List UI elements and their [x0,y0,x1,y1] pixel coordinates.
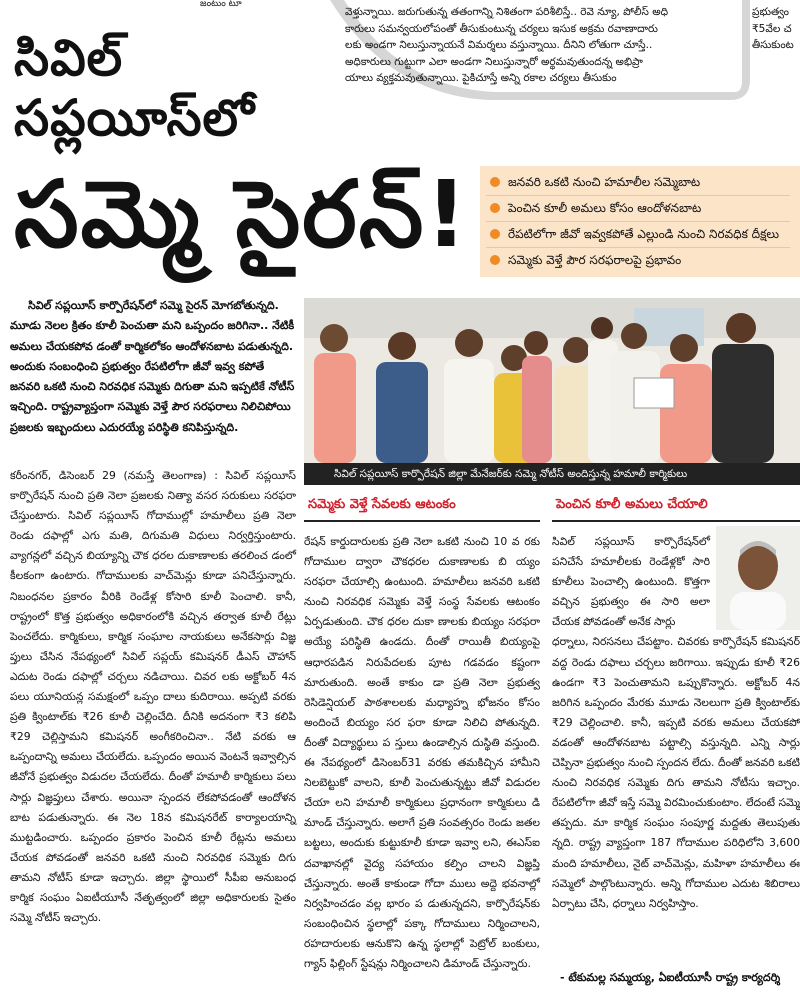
orange-bullet-icon [490,229,500,239]
intro-text: సివిల్ సప్లయీస్ కార్పొరేషన్‌లో సమ్మె సైరన్ మోగబోతున్నది. మూడు నెలల క్రితం కూలీ పెంచుతా మని ఒప్పందం జరిగినా.. నేటికీ అమలు చేయకపోవ డంతో కార్మికలోకం ఆందోళనబాట పడుతున్నది. అందుకు సంబంధించి ప్రభుత్వం రేపటిలోగా జీవో ఇవ్వ కపోతే జనవరి ఒకటి నుంచి నిరవధిక సమ్మెకు దిగుతా మని ఇప్పటికే నోటీస్ ఇచ్చింది. రాష్ట్రవ్యాప్తంగా సమ్మెకు వెళ్తే పౌర సరఫరాలు నిలిచిపోయి ప్రజలకు ఇబ్బందులు ఎదురయ్యే పరిస్థితి కనిపిస్తున్నది. [10,299,295,434]
article-intro [10,296,296,438]
section-heading-services: సమ్మెకు వెళ్తే సేవలకు ఆటంకం [308,497,456,512]
previous-article-line: అధికారులు గుట్టుగా ఎలా అండగా నిలుస్తున్నారో అర్థమవుతుందన్న అభిప్రా [345,55,643,68]
adjacent-article-line: ప్రభుత్వం [752,6,789,18]
orange-bullet-icon [490,255,500,265]
previous-article-line: కారులు సమన్వయలోపంతో తీసుకుంటున్న చర్యలు ఇసుక అక్రమ రవాణాదారు [345,22,658,35]
dropcap-space [10,296,28,314]
headline-line-2: సప్లయీస్‌లో [14,89,255,147]
photo-caption: సివిల్ సప్లయీస్ కార్పొరేషన్ జిల్లా మేనేజర్‌కు సమ్మె నోటీస్ అందిస్తున్న హమాలీ కార్మికులు [304,463,800,485]
quote-lead: సివిల్ సప్లయీస్ కార్పొరేషన్‌లో పనిచేసే హమాలీలకు రెండేళ్లకో సారి కూలీలు పెంచాల్సి ఉంటుంది. కొత్తగా వచ్చిన ప్రభుత్వం ఈ సారి అలా చేయక పోవడంతో అనేక సార్లు [552,535,710,629]
highlight-text: సమ్మెకు వెళ్తే పౌర సరఫరాలపై ప్రభావం [508,253,682,267]
highlight-text: జనవరి ఒకటి నుంచి హమాలీల సమ్మెబాట [508,175,701,189]
highlight-item [486,248,790,273]
highlight-item [486,170,790,196]
quote-signature: - టేకుమల్ల సమ్మయ్య, ఏఐటీయూసీ రాష్ట్ర కార్యదర్శి [560,971,781,984]
section-divider [304,520,540,522]
previous-article-fragment: జంటుం టూ [200,0,242,8]
article-body-column-1: కరీంనగర్, డిసెంబర్ 29 (నమస్తే తెలంగాణ) : సివిల్ సప్లయీస్ కార్పొరేషన్ నుంచి ప్రతి నెలా ప్రజలకు నిత్యా వసర సరుకులు సరఫరా చేస్తుంటారు. సివిల్ సప్లయీస్ గోదాముల్లో హమాలీలు ప్రతి నెలా రెండు దఫాల్లో ఎగు మతి, దిగుమతి విధులు నిర్వర్తిస్తుంటారు. వ్యాగన్లలో వచ్చిన బియ్యాన్ని చౌక ధరల దుకాణాలకు తరలించ డంలో కీలకంగా ఉంటారు. గోదాములకు వాచ్‌మెన్లు కూడా పనిచేస్తున్నారు. నిబంధనల ప్రకారం వీరికి రెండేళ్ల కోసారి కూలీ పెంచాలి. కానీ, రాష్ట్రంలో కొత్త ప్రభుత్వం అధికారంలోకి వచ్చిన తర్వాత కూలీ రేట్లు పెంచలేదు. కార్మికులు, కార్మిక సంఘాల నాయకులు అనేకసార్లు విజ్ఞ ప్తులు చేసిన నేపథ్యంలో సివిల్ సప్లయ్ కమిషనర్ డీఎస్ చౌహాన్ ఎదుట రెండు దఫాల్లో చర్చలు నడిచాయి. చివర లకు అక్టోబర్ 4న పలు యూనియన్ల సమక్షంలో ఒప్పం దాలు కుదిరాయి. అప్పటి వరకు ప్రతి క్వింటాల్‌కు ₹26 కూలీ చెల్లించేది. దీనికి అదనంగా ₹3 కలిపి ₹29 చెల్లిస్తామని కమిషనర్ అంగీకరించినా.. నేటి వరకు ఆ ఒప్పందాన్ని అమలు చేయలేదు. ఒప్పందం అయిన వెంటనే ఇవ్వాల్సిన జీవోనే ప్రభుత్వం విడుదల చేయలేదు. దీంతో హమాలీ కార్మికులు పలు సార్లు విజ్ఞప్తులు చేశారు. అయినా స్పందన లేకపోవడంతో ఆందోళన బాట పడుతున్నారు. ఈ నెల 18న కమిషనరేట్ కార్యాలయాన్ని ముట్టడించారు. ఒప్పందం ప్రకారం పెంచిన కూలీ రేట్లను అమలు చేయక పోవడంతో జనవరి ఒకటి నుంచి నిరవధిక సమ్మెకు దిగు తామని నోటీస్ కూడా ఇచ్చారు. జిల్లా స్థాయిలో సీపీఐ అనుబంధ కార్మిక సంఘం ఏఐటీయూసీ నేతృత్వంలో జిల్లా అధికారులకు సైతం సమ్మె నోటీస్ ఇచ్చారు. [10,469,296,925]
previous-article-text [345,4,737,87]
previous-article-line: వెళ్తున్నాయి. జరుగుతున్న తతంగాన్ని నిశితంగా పరిశీలిస్తే.. రెవె న్యూ, పోలీస్ అధి [345,6,669,18]
highlight-item [486,222,790,248]
notice-paper [634,378,674,408]
workers-photo [304,298,800,463]
adjacent-article-line: ₹5వేల చ [752,22,792,35]
quote-body: ధర్నాలు, నిరసనలు చేపట్టాం. చివరకు కార్పొరేషన్ కమిషనర్ వద్ద రెండు దఫాలు చర్చలు జరిగాయి. ఇప్పుడు కూలీ ₹26 ఉండగా ₹3 పెంచుతామని ఒప్పుకొన్నారు. అక్టోబర్ 4న జరిగిన ఒప్పందం మేరకు మూడు నెలలుగా ప్రతి క్వింటాల్‌కు ₹29 చెల్లించాలి. కానీ, ఇప్పటి వరకు అమలు చేయకపో వడంతో ఆందోళనబాట పట్టాల్సి వస్తున్నది. ఎన్ని సార్లు చెప్పినా ప్రభుత్వం నుంచి స్పందన లేదు. దీంతో జనవరి ఒకటి నుంచి నిరవధిక సమ్మెకు దిగు తామని నోటీసు ఇచ్చాం. రేపటిలోగా జీవో ఇస్తే సమ్మె విరమించుకుంటాం. లేదంటే సమ్మె తప్పదు. మా కార్మిక సంఘం సంపూర్ణ మద్దతు తెలుపుతు న్నది. రాష్ట్ర వ్యాప్తంగా 187 గోదాముల పరిధిలోని 3,600 మంది హమాలీలు, నైట్ వాచ్‌మెన్లు, మహిళా హమాలీలు ఈ సమ్మెలో పాల్గొంటున్నారు. అన్ని గోదాముల ఎదుట శిబిరాలు ఏర్పాటు చేసి, ధర్నాలు నిర్వహిస్తాం. [552,635,800,910]
section-divider [552,520,800,522]
headline-main: సమ్మె సైరన్! [14,161,470,268]
orange-bullet-icon [490,177,500,187]
highlight-item [486,196,790,222]
previous-article-line: యాలు వ్యక్తమవుతున్నాయి. పైకిచూస్తే అన్ని రకాల చర్యలు తీసుకుం [345,72,617,84]
adjacent-article-fragment [752,4,800,54]
section-heading-wage: పెంచిన కూలీ అమలు చేయాలి [556,497,708,512]
highlight-text: పెంచిన కూలీ అమలు కోసం ఆందోళనబాట [508,201,702,215]
adjacent-article-line: తీసుకుంట [752,39,794,51]
photo-illustration [304,298,800,463]
article-body-column-2: రేషన్ కార్డుదారులకు ప్రతి నెలా ఒకటి నుంచి 10 వ రకు గోదాముల ద్వారా చౌకధరల దుకాణాలకు బి య్యం సరఫరా చేయాల్సి ఉంటుంది. హమాలీలు జనవరి ఒకటి నుంచి నిరవధిక సమ్మెకు వెళ్తే సంస్థ సేవలకు ఆటంకం ఏర్పడుతుంది. చౌక ధరల దుకా ణాలకు బియ్యం సరఫరా అయ్యే పరిస్థితి ఉండదు. దీంతో రాయితీ బియ్యంపై ఆధారపడిన నిరుపేదలకు పూట గడవడం కష్టంగా మారుతుంది. అంతే కాకుం డా ప్రతి నెలా ప్రభుత్వ రెసిడెన్షియల్ పాఠశాలలకు మధ్యాహ్న భోజనం కోసం అందించే బియ్యం సర ఫరా కూడా నిలిచి పోతున్నది. దీంతో విద్యార్థులు ప స్తులు ఉండాల్సిన దుస్థితి వస్తుంది. ఈ నేపథ్యంలో డిసెంబర్31 వరకు తమకిచ్చిన హామీని నిలబెట్టుకో వాలని, కూలీ పెంచుతున్నట్టు జీవో విడుదల చేయా లని హమాలీ కార్మికులు ప్రధానంగా కార్మికులు డి మాండ్ చేస్తున్నారు. అలాగే ప్రతి సంవత్సరం రెండు జతల బట్టలు, అందుకు కుట్టుకూలీ కూడా ఇవ్వా లని, ఈఎస్ఐ దవాఖానల్లో వైద్య సహాయం కల్పిం చాలని విజ్ఞప్తి చేస్తున్నారు. అంతే కాకుండా గోదా ములు అద్దె భవనాల్లో నిర్వహించడం వల్ల భారం ప డుతున్నదని, కార్పొరేషన్‌కు సంబంధించిన స్థలాల్లో పక్కా గోదాములు నిర్మించాలని, రహదారులకు ఆనుకొని ఉన్న స్థలాల్లో పెట్రోల్ బంకులు, గ్యాస్ ఫిల్లింగ్ స్టేషన్లు నిర్మించాలని డిమాండ్ చేస్తున్నారు. [304,535,540,970]
orange-bullet-icon [490,203,500,213]
article-body-column-3 [552,532,800,914]
headline-line-1: సివిల్ [14,29,124,87]
highlight-text: రేపటిలోగా జీవో ఇవ్వకపోతే ఎల్లుండి నుంచి నిరవధిక దీక్షలు [508,227,780,241]
highlights-box [480,166,800,277]
previous-article-line: లకు అండగా నిలుస్తున్నాయనే విమర్శలు వస్తున్నాయి. దీనిని లోతుగా చూస్తే.. [345,39,653,51]
